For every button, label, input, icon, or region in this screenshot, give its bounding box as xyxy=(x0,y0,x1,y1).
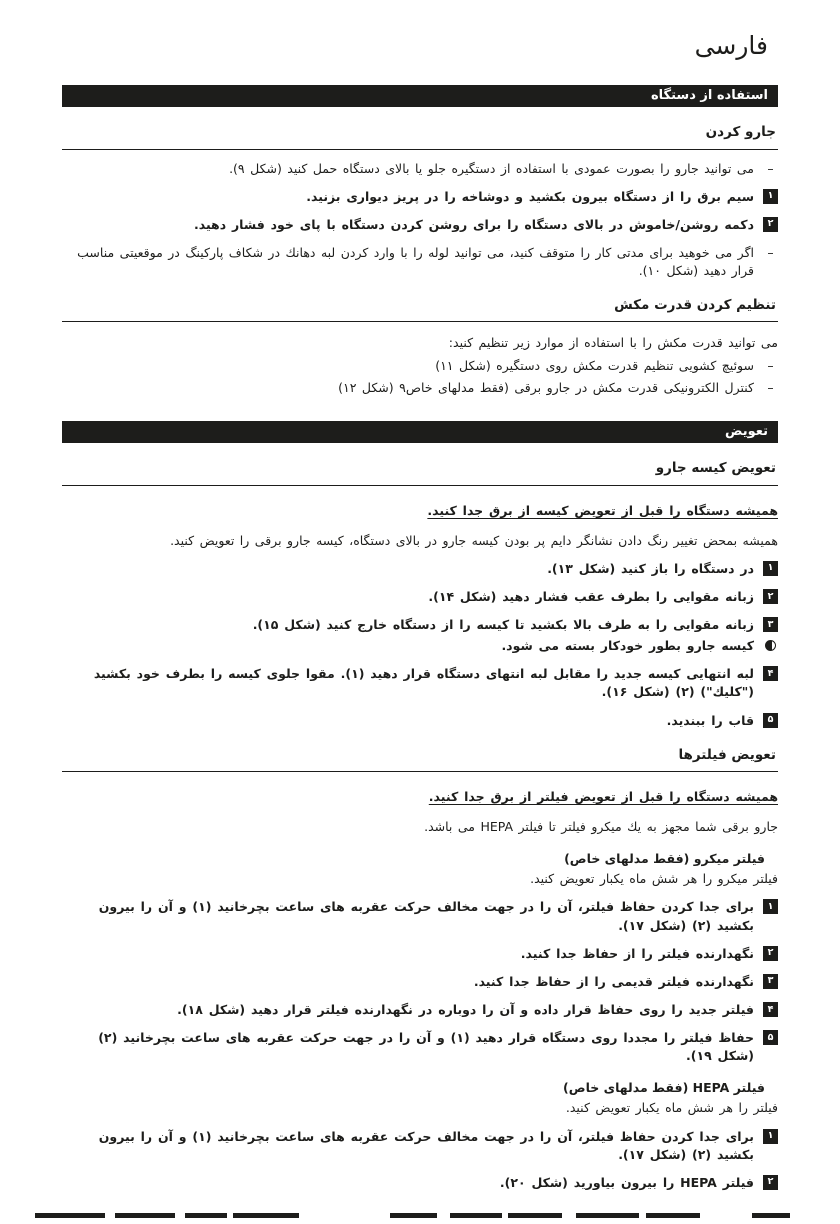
note-dot-icon xyxy=(765,640,776,651)
suction-option-text: کنترل الکترونیکی قدرت مکش در جارو برقی (فقط مدلهای خاص۹ (شکل ۱۲) xyxy=(338,379,754,395)
step-text: فیلتر جدید را روی حفاظ قرار داده و آن را دوباره در نگهدارنده فیلتر قرار دهید (شکل ۱۸). xyxy=(177,1001,754,1017)
step-push-tab-back xyxy=(62,588,778,606)
step-number-badge: ۲ xyxy=(763,217,778,232)
step-number-badge: ۲ xyxy=(763,946,778,961)
step-close-lid xyxy=(62,712,778,730)
step-number-badge: ۱ xyxy=(763,1129,778,1144)
section-bar-label: استفاده از دستگاه xyxy=(651,87,768,103)
step-text: سیم برق را از دستگاه بیرون بکشید و دوشاخه را در پریز دیواری بزنید. xyxy=(306,188,754,204)
filters-intro: جارو برقی شما مجهز به یك میکرو فیلتر تا فیلتر HEPA می باشد. xyxy=(424,819,778,835)
step-number-badge: ۵ xyxy=(763,713,778,728)
step-unwind-cord xyxy=(62,188,778,206)
step-number-badge: ۱ xyxy=(763,189,778,204)
step-text: برای جدا کردن حفاظ فیلتر، آن را در جهت مخالف حرکت عقربه های ساعت بچرخانید (۱) و آن را بیرون بکشید (۲) (شکل ۱۷). xyxy=(98,899,754,933)
step-text: نگهدارنده فیلتر را از حفاظ جدا کنید. xyxy=(520,945,754,961)
step-hepa-take-out-filter xyxy=(62,1174,778,1192)
unplug-warning-filter: همیشه دستگاه را قبل از تعویض فیلتر از برق جدا کنید. xyxy=(428,788,778,804)
step-number-badge: ۲ xyxy=(763,589,778,604)
step-text: حفاظ فیلتر را مجددا روی دستگاه قرار دهید (۱) و آن را در جهت حرکت عقربه های ساعت بچرخانید (۲) (شکل ۱۹). xyxy=(98,1030,754,1064)
step-text: فیلتر HEPA را بیرون بیاورید (شکل ۲۰). xyxy=(499,1174,754,1190)
step-micro-remove-old-filter xyxy=(62,973,778,991)
tip-parking xyxy=(62,244,778,280)
step-open-lid xyxy=(62,560,778,578)
tip-carry xyxy=(62,160,778,178)
section-filter-replacement xyxy=(62,746,778,1192)
page-title: فارسی xyxy=(694,31,768,60)
section-bar-label: تعویض xyxy=(725,423,768,439)
step-text: زبانه مقوایی را به طرف بالا بکشید تا کیسه را از دستگاه خارج کنید (شکل ۱۵). xyxy=(252,617,754,633)
bag-intro: همیشه بمحض تغییر رنگ دادن نشانگر دایم پر بودن کیسه جارو در بالای دستگاه، کیسه جارو برقی را تعویض کنید. xyxy=(170,532,778,548)
suction-option-electronic xyxy=(62,379,778,397)
step-number-badge: ۳ xyxy=(763,974,778,989)
step-micro-reattach-grille xyxy=(62,1029,778,1065)
step-number-badge: ۱ xyxy=(763,561,778,576)
hepa-filter-interval: فیلتر را هر شش ماه یکبار تعویض کنید. xyxy=(565,1100,778,1116)
step-power-on xyxy=(62,216,778,234)
step-insert-new-bag xyxy=(62,665,778,701)
dash-bullet: – xyxy=(767,244,774,260)
step-number-badge: ۱ xyxy=(763,899,778,914)
step-micro-remove-grille xyxy=(62,898,778,934)
step-text: قاب را ببندید. xyxy=(666,712,754,728)
subsection-heading-suction: تنظیم کردن قدرت مکش xyxy=(62,296,778,322)
section-suction-power xyxy=(62,296,778,397)
suction-option-text: سوئیچ کشویی تنظیم قدرت مکش روی دستگیره (شکل ۱۱) xyxy=(435,357,754,373)
suction-intro: می توانید قدرت مکش را با استفاده از موارد زیر تنظیم کنید: xyxy=(448,335,778,351)
auto-close-note xyxy=(62,637,778,655)
auto-close-note-text: کیسه جارو بطور خودکار بسته می شود. xyxy=(501,638,754,654)
dash-bullet: – xyxy=(767,160,774,176)
dash-bullet: – xyxy=(767,379,774,395)
subsection-heading-vacuuming: جارو کردن xyxy=(62,123,778,149)
step-number-badge: ۴ xyxy=(763,1002,778,1017)
step-number-badge: ۴ xyxy=(763,666,778,681)
step-number-badge: ۲ xyxy=(763,1175,778,1190)
step-number-badge: ۵ xyxy=(763,1030,778,1045)
step-micro-insert-new-filter xyxy=(62,1001,778,1019)
step-text: در دستگاه را باز کنید (شکل ۱۳). xyxy=(547,560,754,576)
tip-carry-text: می توانید جارو را بصورت عمودی با استفاده از دستگیره جلو یا بالای دستگاه حمل کنید (شکل ۹). xyxy=(229,160,754,176)
manual-page xyxy=(0,32,840,1192)
suction-option-slide xyxy=(62,357,778,375)
step-text: نگهدارنده فیلتر قدیمی را از حفاظ جدا کنید. xyxy=(473,973,754,989)
section-vacuuming xyxy=(62,123,778,280)
step-text: لبه انتهایی کیسه جدید را مقابل لبه انتهای دستگاه قرار دهید (۱). مقوا جلوی کیسه را بطرف خود بکشید ("کلیك") (۲) (شکل ۱۶). xyxy=(93,666,754,700)
step-text: زبانه مقوایی را بطرف عقب فشار دهید (شکل ۱۴). xyxy=(428,588,754,604)
section-bar-replacement xyxy=(62,421,778,444)
section-bag-replacement xyxy=(62,459,778,729)
section-bar-device-use xyxy=(62,85,778,108)
step-text: برای جدا کردن حفاظ فیلتر، آن را در جهت مخالف حرکت عقربه های ساعت بچرخانید (۱) و آن را بیرون بکشید (۲) (شکل ۱۷). xyxy=(98,1128,754,1162)
subsection-heading-filters: تعویض فیلترها xyxy=(62,746,778,772)
dash-bullet: – xyxy=(767,357,774,373)
step-lift-tab xyxy=(62,616,778,634)
micro-filter-title: فیلتر میکرو (فقط مدلهای خاص) xyxy=(564,851,765,867)
micro-filter-interval: فیلتر میکرو را هر شش ماه یکبار تعویض کنید. xyxy=(530,871,778,887)
step-number-badge: ۳ xyxy=(763,617,778,632)
hepa-filter-title: فیلتر HEPA (فقط مدلهای خاص) xyxy=(563,1080,765,1096)
subsection-heading-bag: تعویض کیسه جارو xyxy=(62,459,778,485)
tip-parking-text: اگر می خوهید برای مدتی کار را متوقف کنید، می توانید لوله را با وارد کردن لبه دهانك در شکاف پارکینگ در موقعیتی مناسب قرار دهید (شکل ۱۰). xyxy=(77,244,754,279)
unplug-warning-bag: همیشه دستگاه را قبل از تعویض کیسه از برق جدا کنید. xyxy=(427,502,778,518)
step-micro-detach-holder xyxy=(62,945,778,963)
step-text: دکمه روشن/خاموش در بالای دستگاه را برای روشن کردن دستگاه با پای خود فشار دهید. xyxy=(193,216,754,232)
step-hepa-remove-grille xyxy=(62,1128,778,1164)
